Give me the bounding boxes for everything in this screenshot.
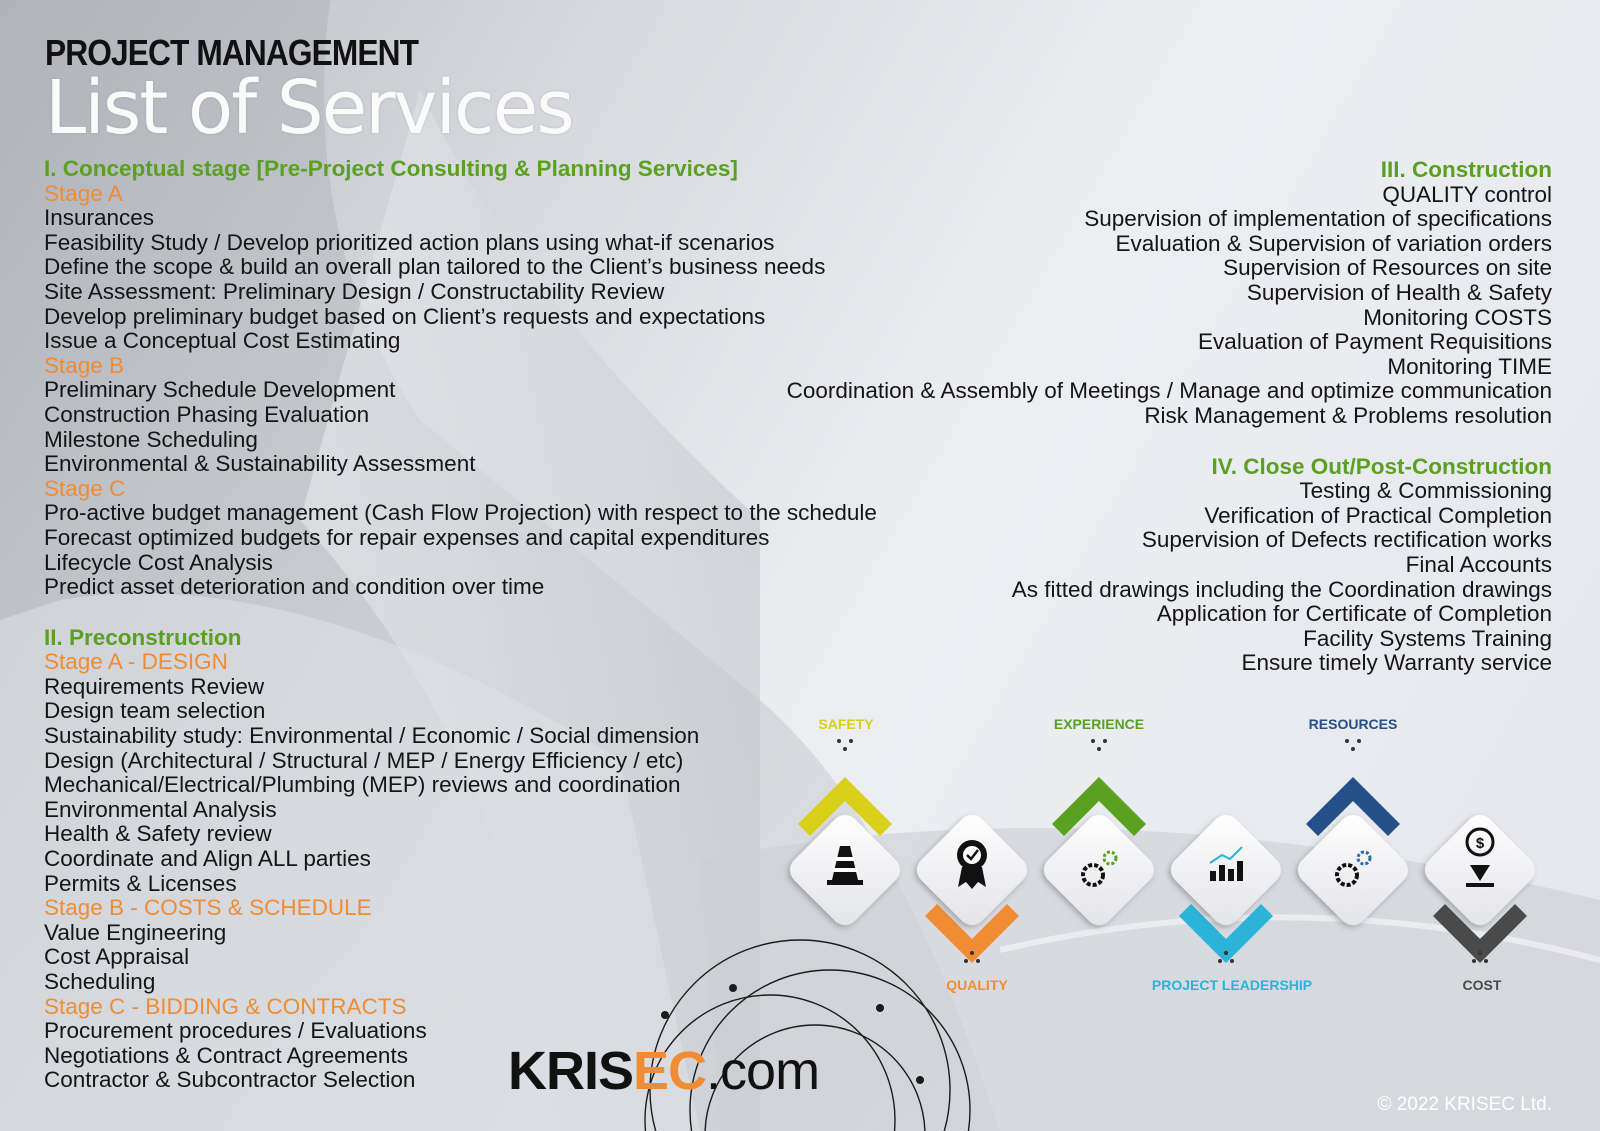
service-item: Pro-active budget management (Cash Flow Projection) with respect to the schedule: [44, 500, 877, 526]
service-item: Supervision of Defects rectification works: [1141, 527, 1552, 553]
service-item: Develop preliminary budget based on Client’s requests and expectations: [44, 303, 766, 329]
service-item: Application for Certificate of Completion: [1156, 601, 1552, 627]
label-cost: COST: [1462, 977, 1502, 993]
label-experience: EXPERIENCE: [1053, 716, 1145, 732]
values-infographic: [780, 716, 1560, 1025]
service-item: Design team selection: [44, 698, 266, 724]
service-item: Coordination & Assembly of Meetings / Manage and optimize communication: [786, 378, 1552, 404]
service-item: Environmental Analysis: [44, 796, 277, 822]
service-item: Insurances: [44, 205, 155, 231]
service-item: Supervision of implementation of specifications: [1084, 206, 1552, 232]
label-leadership: PROJECT LEADERSHIP: [1151, 977, 1313, 993]
label-quality: QUALITY: [946, 977, 1008, 993]
service-item: Final Accounts: [1405, 551, 1552, 577]
service-item: Coordinate and Align ALL parties: [44, 846, 371, 872]
service-item: Forecast optimized budgets for repair expenses and capital expenditures: [44, 524, 770, 550]
copyright-notice: © 2022 KRISEC Ltd.: [1377, 1094, 1552, 1115]
service-item: Predict asset deterioration and condition over time: [44, 574, 545, 600]
service-item: As fitted drawings including the Coordination drawings: [1011, 576, 1552, 602]
stage-heading: Stage C - BIDDING & CONTRACTS: [44, 993, 407, 1019]
service-item: Supervision of Resources on site: [1223, 255, 1552, 281]
stage-heading: Stage A - DESIGN: [44, 649, 228, 675]
service-item: Construction Phasing Evaluation: [44, 401, 370, 427]
tile-resources: [1292, 777, 1414, 931]
service-item: Scheduling: [44, 969, 156, 994]
service-item: Design (Architectural / Structural / MEP / Energy Efficiency / etc): [44, 747, 684, 773]
label-resources: RESOURCES: [1308, 716, 1398, 732]
service-item: Contractor & Subcontractor Selection: [44, 1067, 416, 1093]
service-item: Feasibility Study / Develop prioritized action plans using what-if scenarios: [44, 229, 775, 255]
service-item: Supervision of Health & Safety: [1246, 279, 1552, 305]
page-kicker: PROJECT MANAGEMENT: [45, 32, 419, 73]
section-title-conceptual: I. Conceptual stage [Pre-Project Consulting & Planning Services]: [44, 156, 738, 181]
service-item: Risk Management & Problems resolution: [1144, 402, 1552, 428]
stage-heading: Stage A: [44, 180, 123, 206]
service-item: Monitoring TIME: [1387, 353, 1552, 379]
service-item: Evaluation of Payment Requisitions: [1198, 329, 1552, 355]
service-item: Evaluation & Supervision of variation orders: [1115, 230, 1552, 256]
tile-cost: [1419, 809, 1541, 963]
page-title: List of Services: [45, 65, 573, 151]
service-item: Facility Systems Training: [1303, 625, 1552, 651]
service-item: Health & Safety review: [44, 821, 272, 847]
header: [45, 32, 573, 151]
service-item: Sustainability study: Environmental / Economic / Social dimension: [44, 723, 700, 749]
section-title-construction: III. Construction: [1380, 157, 1552, 182]
service-item: Define the scope & build an overall plan tailored to the Client’s business needs: [44, 254, 826, 280]
tile-quality: [911, 809, 1033, 963]
krisec-logo: [508, 1040, 819, 1102]
logo-part: KRIS: [508, 1041, 634, 1101]
logo-domain: .com: [706, 1041, 820, 1101]
logo-part-accent: EC: [633, 1041, 707, 1101]
service-item: Preliminary Schedule Development: [44, 377, 396, 403]
service-item: Testing & Commissioning: [1299, 478, 1552, 504]
stage-heading: Stage C: [44, 475, 126, 501]
service-item: Cost Appraisal: [44, 944, 190, 970]
service-item: Issue a Conceptual Cost Estimating: [44, 328, 401, 354]
service-item: Site Assessment: Preliminary Design / Constructability Review: [44, 278, 665, 304]
tile-experience: [1038, 777, 1160, 931]
section-title-preconstruction: II. Preconstruction: [44, 624, 242, 650]
service-item: Lifecycle Cost Analysis: [44, 549, 273, 575]
service-item: Environmental & Sustainability Assessment: [44, 451, 476, 477]
tile-leadership: [1165, 809, 1287, 963]
service-item: Verification of Practical Completion: [1204, 502, 1552, 528]
service-item: Procurement procedures / Evaluations: [44, 1018, 427, 1044]
service-item: QUALITY control: [1382, 181, 1552, 207]
service-item: Milestone Scheduling: [44, 426, 258, 452]
service-item: Requirements Review: [44, 673, 265, 699]
tile-safety: [784, 777, 906, 931]
label-safety: SAFETY: [818, 716, 874, 732]
award-badge-icon: [957, 840, 987, 889]
service-item: Monitoring COSTS: [1363, 304, 1552, 330]
svg-text:$: $: [1475, 835, 1485, 852]
right-column: [787, 158, 1552, 676]
service-item: Mechanical/Electrical/Plumbing (MEP) reviews and coordination: [44, 772, 681, 798]
service-item: Value Engineering: [44, 919, 227, 945]
stage-heading: Stage B: [44, 352, 125, 378]
section-title-closeout: IV. Close Out/Post-Construction: [1211, 453, 1552, 479]
service-item: Negotiations & Contract Agreements: [44, 1042, 408, 1068]
service-item: Permits & Licenses: [44, 870, 237, 896]
stage-heading: Stage B - COSTS & SCHEDULE: [44, 895, 372, 921]
service-item: Ensure timely Warranty service: [1241, 650, 1552, 676]
left-column: [44, 157, 877, 1093]
